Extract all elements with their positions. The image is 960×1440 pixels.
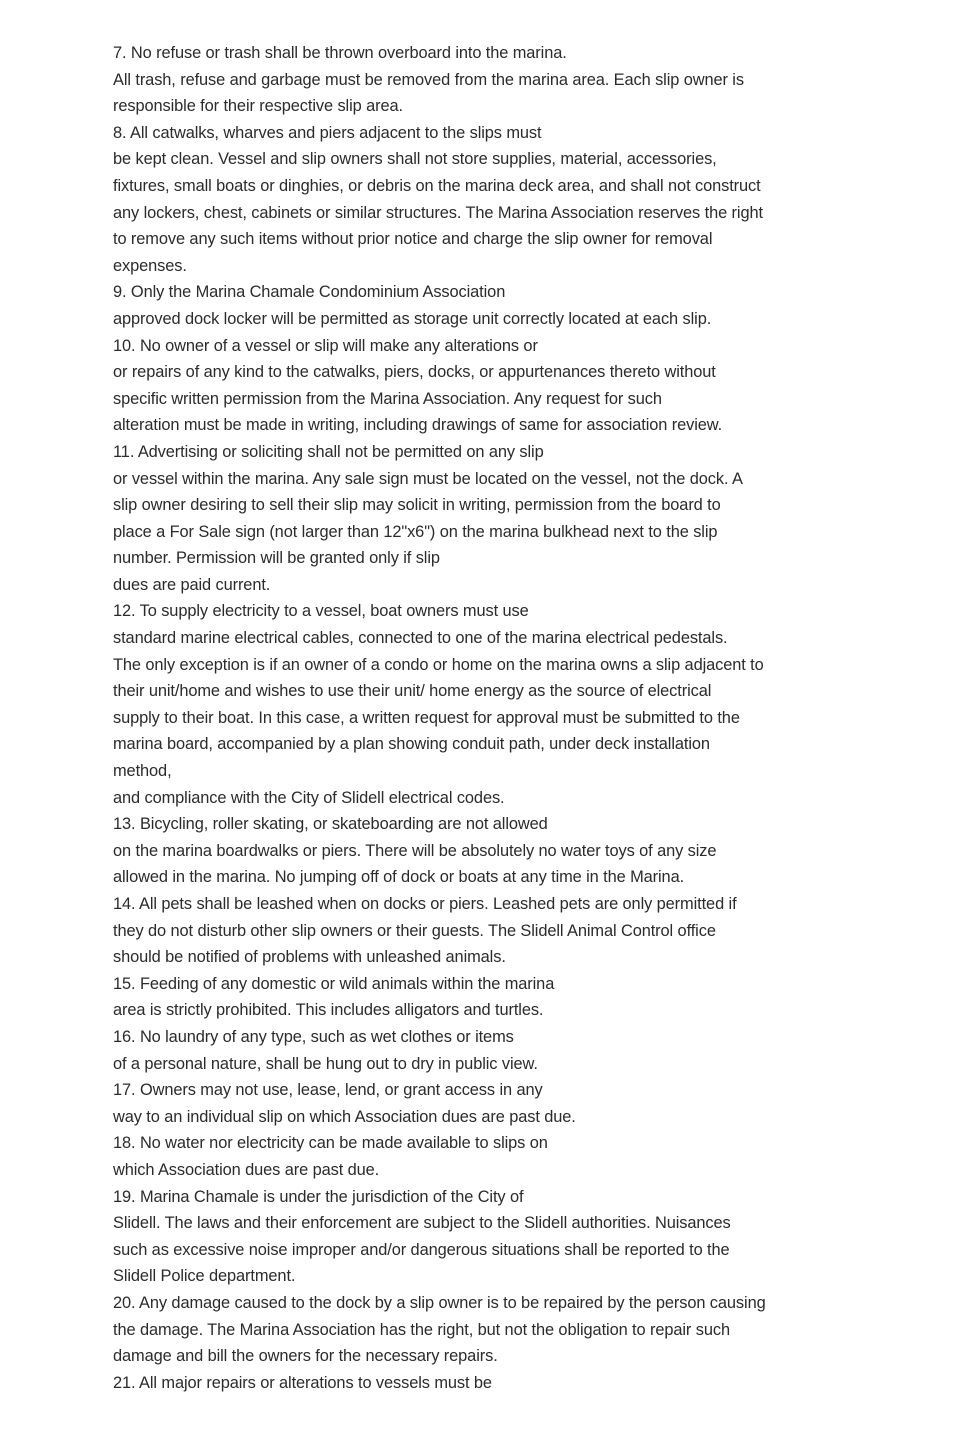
text-line: Slidell. The laws and their enforcement are subject to the Slidell authorities. Nuisances <box>113 1214 731 1233</box>
text-line: fixtures, small boats or dinghies, or debris on the marina deck area, and shall not construct <box>113 176 761 195</box>
text-line: 16. No laundry of any type, such as wet clothes or items <box>113 1027 514 1046</box>
text-line: such as excessive noise improper and/or dangerous situations shall be reported to the <box>113 1240 730 1259</box>
text-line: 10. No owner of a vessel or slip will make any alterations or <box>113 336 538 355</box>
text-line: allowed in the marina. No jumping off of dock or boats at any time in the Marina. <box>113 868 685 887</box>
text-line: which Association dues are past due. <box>113 1160 380 1179</box>
text-line: 14. All pets shall be leashed when on docks or piers. Leashed pets are only permitted if <box>113 895 737 913</box>
text-line: 18. No water nor electricity can be made available to slips on <box>113 1134 548 1153</box>
text-line: 21. All major repairs or alterations to vessels must be <box>113 1373 492 1392</box>
text-line: expenses. <box>113 256 187 275</box>
text-line: 11. Advertising or soliciting shall not be permitted on any slip <box>113 442 544 461</box>
text-line: way to an individual slip on which Association dues are past due. <box>113 1107 576 1126</box>
text-line: The only exception is if an owner of a condo or home on the marina owns a slip adjacent to <box>113 655 764 674</box>
text-line: to remove any such items without prior notice and charge the slip owner for removal <box>113 230 713 249</box>
text-line: supply to their boat. In this case, a written request for approval must be submitted to the <box>113 708 740 727</box>
text-line: and compliance with the City of Slidell electrical codes. <box>113 788 505 807</box>
text-line: or repairs of any kind to the catwalks, piers, docks, or appurtenances thereto without <box>113 363 716 382</box>
text-line: any lockers, chest, cabinets or similar structures. The Marina Association reserves the right <box>113 203 763 222</box>
text-line: damage and bill the owners for the necessary repairs. <box>113 1347 498 1366</box>
text-line: 19. Marina Chamale is under the jurisdiction of the City of <box>113 1187 524 1206</box>
text-line: slip owner desiring to sell their slip may solicit in writing, permission from the board to <box>113 496 721 515</box>
text-line: approved dock locker will be permitted as storage unit correctly located at each slip. <box>113 309 712 328</box>
text-line: or vessel within the marina. Any sale sign must be located on the vessel, not the dock. A <box>113 469 743 488</box>
text-line: dues are paid current. <box>113 575 271 594</box>
text-line: number. Permission will be granted only if slip <box>113 549 440 568</box>
text-line: Slidell Police department. <box>113 1267 296 1286</box>
text-line: 20. Any damage caused to the dock by a slip owner is to be repaired by the person causing <box>113 1293 766 1312</box>
text-line: standard marine electrical cables, connected to one of the marina electrical pedestals. <box>113 629 728 648</box>
text-line: marina board, accompanied by a plan showing conduit path, under deck installation <box>113 735 710 754</box>
text-line: All trash, refuse and garbage must be removed from the marina area. Each slip owner is <box>113 70 744 89</box>
text-line: 8. All catwalks, wharves and piers adjacent to the slips must <box>113 123 542 142</box>
text-line: should be notified of problems with unleashed animals. <box>113 948 506 967</box>
text-line: they do not disturb other slip owners or their guests. The Slidell Animal Control office <box>113 921 716 940</box>
text-line: specific written permission from the Marina Association. Any request for such <box>113 389 662 408</box>
text-line: of a personal nature, shall be hung out to dry in public view. <box>113 1054 538 1073</box>
text-line: place a For Sale sign (not larger than 12"x6") on the marina bulkhead next to the slip <box>113 522 718 541</box>
text-line: area is strictly prohibited. This includes alligators and turtles. <box>113 1001 544 1020</box>
text-line: the damage. The Marina Association has the right, but not the obligation to repair such <box>113 1320 730 1339</box>
text-line: responsible for their respective slip area. <box>113 97 403 116</box>
text-line: 17. Owners may not use, lease, lend, or grant access in any <box>113 1081 543 1100</box>
text-line: 15. Feeding of any domestic or wild animals within the marina <box>113 974 555 993</box>
text-line: 7. No refuse or trash shall be thrown overboard into the marina. <box>113 44 567 62</box>
marina-rules-text <box>113 40 893 1396</box>
text-line: their unit/home and wishes to use their unit/ home energy as the source of electrical <box>113 682 712 701</box>
text-line: be kept clean. Vessel and slip owners shall not store supplies, material, accessories, <box>113 150 717 169</box>
text-line: 13. Bicycling, roller skating, or skateboarding are not allowed <box>113 815 548 834</box>
text-line: on the marina boardwalks or piers. There will be absolutely no water toys of any size <box>113 841 717 860</box>
text-line: 12. To supply electricity to a vessel, boat owners must use <box>113 602 529 621</box>
text-line: 9. Only the Marina Chamale Condominium Association <box>113 283 506 302</box>
text-line: alteration must be made in writing, including drawings of same for association review. <box>113 416 723 435</box>
text-line: method, <box>113 762 172 781</box>
